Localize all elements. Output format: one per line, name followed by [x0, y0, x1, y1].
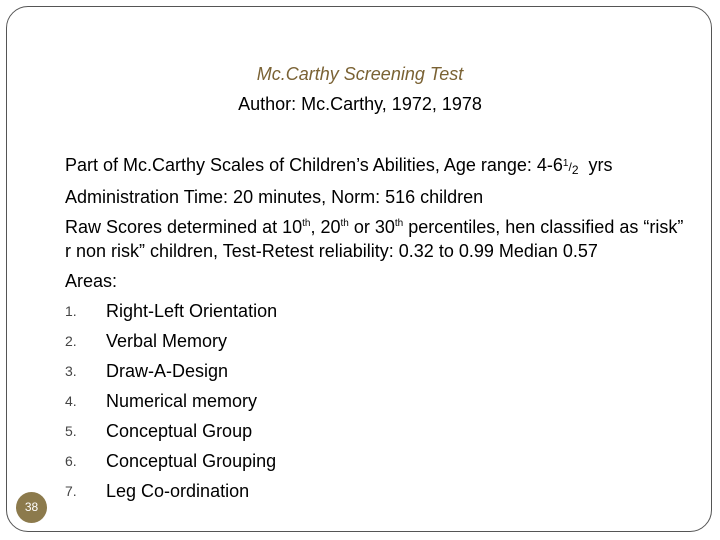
list-number: 6. — [65, 453, 77, 469]
list-number: 7. — [65, 483, 77, 499]
age-range-text: Part of Mc.Carthy Scales of Children’s Abilities, Age range: 4-6 — [65, 155, 563, 175]
list-number: 3. — [65, 363, 77, 379]
admin-time-line: Administration Time: 20 minutes, Norm: 516 children — [65, 187, 484, 207]
list-number: 4. — [65, 393, 77, 409]
list-item — [65, 386, 685, 416]
list-label: Draw-A-Design — [106, 361, 229, 381]
areas-list — [65, 296, 685, 506]
raw-scores-text-a: Raw Scores determined at 10 — [65, 217, 303, 237]
age-range-line — [65, 153, 685, 179]
slide-title: Mc.Carthy Screening Test — [256, 64, 464, 84]
raw-scores-paragraph — [65, 215, 685, 263]
raw-scores-text-d: percentiles, hen classified as “risk” r non risk” children, Test-Retest reliability: 0.32 to 0.99 Median 0.57 — [65, 217, 684, 261]
fraction-denominator: 2 — [571, 163, 579, 177]
list-label: Conceptual Group — [106, 421, 253, 441]
list-label: Numerical memory — [106, 391, 258, 411]
list-item — [65, 356, 685, 386]
list-item — [65, 296, 685, 326]
list-label: Verbal Memory — [106, 331, 228, 351]
list-item — [65, 446, 685, 476]
list-item — [65, 476, 685, 506]
slide-author: Author: Mc.Carthy, 1972, 1978 — [238, 94, 482, 114]
fraction-numerator: 1 — [562, 158, 569, 169]
page-number-badge: 38 — [16, 492, 47, 523]
ordinal-suffix: th — [340, 218, 349, 229]
raw-scores-text-c: or 30 — [348, 217, 395, 237]
list-label: Right-Left Orientation — [106, 301, 278, 321]
list-item — [65, 416, 685, 446]
areas-label: Areas — [65, 271, 113, 291]
half-fraction: $^1$/2 — [562, 158, 579, 177]
age-unit: yrs — [588, 155, 613, 175]
list-number: 5. — [65, 423, 77, 439]
ordinal-suffix: th — [394, 218, 404, 229]
raw-scores-text-b: , 20 — [310, 217, 341, 237]
areas-colon: : — [112, 271, 118, 291]
list-item — [65, 326, 685, 356]
list-label: Conceptual Grouping — [106, 451, 277, 471]
list-label: Leg Co-ordination — [106, 481, 250, 501]
list-number: 1. — [65, 303, 77, 319]
slide-body — [65, 153, 685, 506]
areas-heading — [65, 269, 685, 293]
list-number: 2. — [65, 333, 77, 349]
ordinal-suffix: th — [302, 218, 311, 229]
